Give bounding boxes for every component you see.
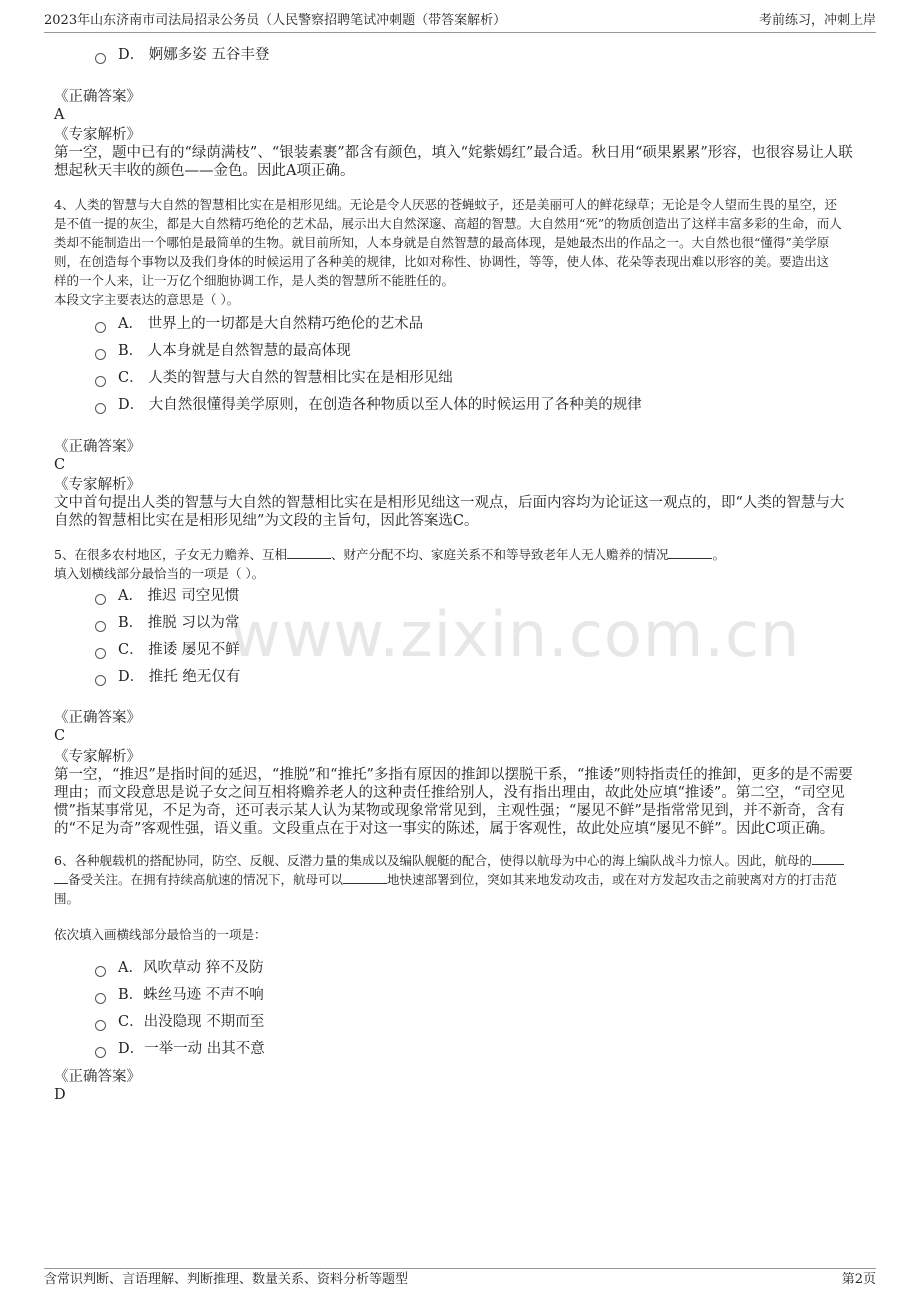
option-label: D． 婀娜多姿 五谷丰登 xyxy=(118,47,270,63)
q6-stem-line-2: 备受关注。在拥有持续高航速的情况下，航母可以 地快速部署到位，突如其来地发动攻击，或在对方发起攻击之前驶离对方的打击范 xyxy=(54,871,866,890)
q4-stem-line-3: 类却不能制造出一个哪怕是最简单的生物。就目前所知，人本身就是自然智慧的最高体现，是她最杰出的作品之一。大自然也很“懂得”美学原 xyxy=(54,235,830,250)
q4-answer: C xyxy=(54,457,66,473)
q5-correct-answer-label: 《正确答案》 xyxy=(54,710,141,726)
q5-option-a[interactable] xyxy=(95,585,239,607)
radio-icon[interactable] xyxy=(95,403,106,414)
radio-icon[interactable] xyxy=(95,966,106,977)
q5-option-d[interactable] xyxy=(95,666,240,688)
blank-line xyxy=(343,871,387,884)
option-label: B．蛛丝马迹 不声不响 xyxy=(118,987,264,1003)
q4-stem-line-4: 则，在创造每个事物以及我们身体的时候运用了各种美的规律，比如对称性、协调性，等等，使人体、花朵等表现出难以形容的美。要造出这 xyxy=(54,254,830,269)
q6-correct-answer-label: 《正确答案》 xyxy=(54,1069,141,1085)
page-number: 第2页 xyxy=(841,1272,876,1287)
q5-option-c[interactable] xyxy=(95,639,240,661)
q4-option-c[interactable] xyxy=(95,367,453,389)
q6-stem-line-3: 围。 xyxy=(54,891,80,906)
blank-line xyxy=(812,852,844,865)
option-label: B． 人本身就是自然智慧的最高体现 xyxy=(118,343,351,359)
radio-icon[interactable] xyxy=(95,993,106,1004)
q3-expert-analysis-label: 《专家解析》 xyxy=(54,127,141,143)
q4-analysis-line-1: 文中首句提出人类的智慧与大自然的智慧相比实在是相形见绌这一观点，后面内容均为论证这一观点的，即“人类的智慧与大 xyxy=(54,495,845,511)
page-header xyxy=(44,10,876,33)
q4-stem-line-1: 4、人类的智慧与大自然的智慧相比实在是相形见绌。无论是令人厌恶的苍蝇蚊子，还是美丽可人的鲜花绿草；无论是令人望而生畏的星空，还 xyxy=(54,197,837,212)
q6-question: 依次填入画横线部分最恰当的一项是： xyxy=(54,927,267,942)
q4-analysis-line-2: 自然的智慧相比实在是相形见绌”为文段的主旨句，因此答案选C。 xyxy=(54,513,479,529)
option-label: A． 世界上的一切都是大自然精巧绝伦的艺术品 xyxy=(118,316,424,332)
q3-option-d[interactable] xyxy=(95,44,269,66)
option-label: C． 推诿 屡见不鲜 xyxy=(118,642,240,658)
radio-icon[interactable] xyxy=(95,1020,106,1031)
q3-answer: A xyxy=(54,107,65,123)
q6-answer: D xyxy=(54,1087,66,1103)
page-footer xyxy=(44,1268,876,1291)
blank-line xyxy=(54,871,68,884)
radio-icon[interactable] xyxy=(95,594,106,605)
q6-stem-line-1: 6、各种舰载机的搭配协同，防空、反舰、反潜力量的集成以及编队舰艇的配合，使得以航母为中心的海上编队战斗力惊人。因此，航母的 xyxy=(54,852,866,871)
q5-stem: 5、在很多农村地区，子女无力赡养、互相 、财产分配不均、家庭关系不和等导致老年人无人赡养的情况 。 xyxy=(54,547,725,562)
q3-analysis-line-2: 想起秋天丰收的颜色——金色。因此A项正确。 xyxy=(54,163,355,179)
q5-option-b[interactable] xyxy=(95,612,239,634)
blank-line xyxy=(287,546,331,559)
q6-option-d[interactable] xyxy=(95,1038,265,1060)
q4-expert-analysis-label: 《专家解析》 xyxy=(54,477,141,493)
q5-expert-analysis-label: 《专家解析》 xyxy=(54,749,141,765)
q4-question: 本段文字主要表达的意思是（ ）。 xyxy=(54,292,240,307)
q4-stem-line-5: 样的一个人来，让一万亿个细胞协调工作，是人类的智慧所不能胜任的。 xyxy=(54,273,455,288)
radio-icon[interactable] xyxy=(95,675,106,686)
q5-analysis-line-4: 的“不足为奇”客观性强，语义重。文段重点在于对这一事实的陈述，属于客观性，故此处应填“屡见不鲜”。因此C项正确。 xyxy=(54,821,835,837)
q4-correct-answer-label: 《正确答案》 xyxy=(54,439,141,455)
q3-analysis-line-1: 第一空，题中已有的“绿荫满枝”、“银装素裹”都含有颜色，填入“姹紫嫣红”最合适。秋日用“硕果累累”形容，也很容易让人联 xyxy=(54,145,853,161)
radio-icon[interactable] xyxy=(95,322,106,333)
q6-option-c[interactable] xyxy=(95,1011,264,1033)
radio-icon[interactable] xyxy=(95,376,106,387)
q5-analysis-line-2: 理由；而文段意思是说子女之间互相将赡养老人的这种责任推给别人，没有指出理由，故此处应填“推诿”。第二空，“司空见 xyxy=(54,785,845,801)
q5-answer: C xyxy=(54,728,66,744)
option-label: C． 人类的智慧与大自然的智慧相比实在是相形见绌 xyxy=(118,370,453,386)
option-label: D． 大自然很懂得美学原则，在创造各种物质以至人体的时候运用了各种美的规律 xyxy=(118,397,642,413)
q3-correct-answer-label: 《正确答案》 xyxy=(54,89,141,105)
option-label: A．风吹草动 猝不及防 xyxy=(118,960,264,976)
header-slogan: 考前练习，冲刺上岸 xyxy=(758,13,876,28)
q6-option-a[interactable] xyxy=(95,957,264,979)
watermark: www.zixin.com.cn xyxy=(230,598,801,671)
radio-icon[interactable] xyxy=(95,648,106,659)
option-label: D．一举一动 出其不意 xyxy=(118,1041,265,1057)
radio-icon[interactable] xyxy=(95,53,106,64)
radio-icon[interactable] xyxy=(95,349,106,360)
document-title: 2023年山东济南市司法局招录公务员（人民警察招聘笔试冲刺题（带答案解析） xyxy=(44,13,507,28)
q4-option-a[interactable] xyxy=(95,313,423,335)
q6-option-b[interactable] xyxy=(95,984,264,1006)
blank-line xyxy=(668,546,712,559)
q5-analysis-line-1: 第一空，“推迟”是指时间的延迟，“推脱”和“推托”多指有原因的推卸以摆脱干系，“推诿”则特指责任的推卸，更多的是不需要 xyxy=(54,767,853,783)
option-label: C．出没隐现 不期而至 xyxy=(118,1014,265,1030)
radio-icon[interactable] xyxy=(95,1047,106,1058)
footer-categories: 含常识判断、言语理解、判断推理、数量关系、资料分析等题型 xyxy=(44,1272,409,1287)
option-label: D． 推托 绝无仅有 xyxy=(118,669,241,685)
q4-option-b[interactable] xyxy=(95,340,351,362)
radio-icon[interactable] xyxy=(95,621,106,632)
q4-option-d[interactable] xyxy=(95,394,642,416)
q5-analysis-line-3: 惯”指某事常见，不足为奇，还可表示某人认为某物或现象常常见到，主观性强；“屡见不鲜”是指常常见到，并不新奇，含有 xyxy=(54,803,845,819)
option-label: A． 推迟 司空见惯 xyxy=(118,588,240,604)
q5-question: 填入划横线部分最恰当的一项是（ ）。 xyxy=(54,566,265,581)
q4-stem-line-2: 是不值一提的灰尘，都是大自然精巧绝伦的艺术品，展示出大自然深邃、高超的智慧。大自然用“死”的物质创造出了这样丰富多彩的生命，而人 xyxy=(54,216,842,231)
option-label: B． 推脱 习以为常 xyxy=(118,615,240,631)
